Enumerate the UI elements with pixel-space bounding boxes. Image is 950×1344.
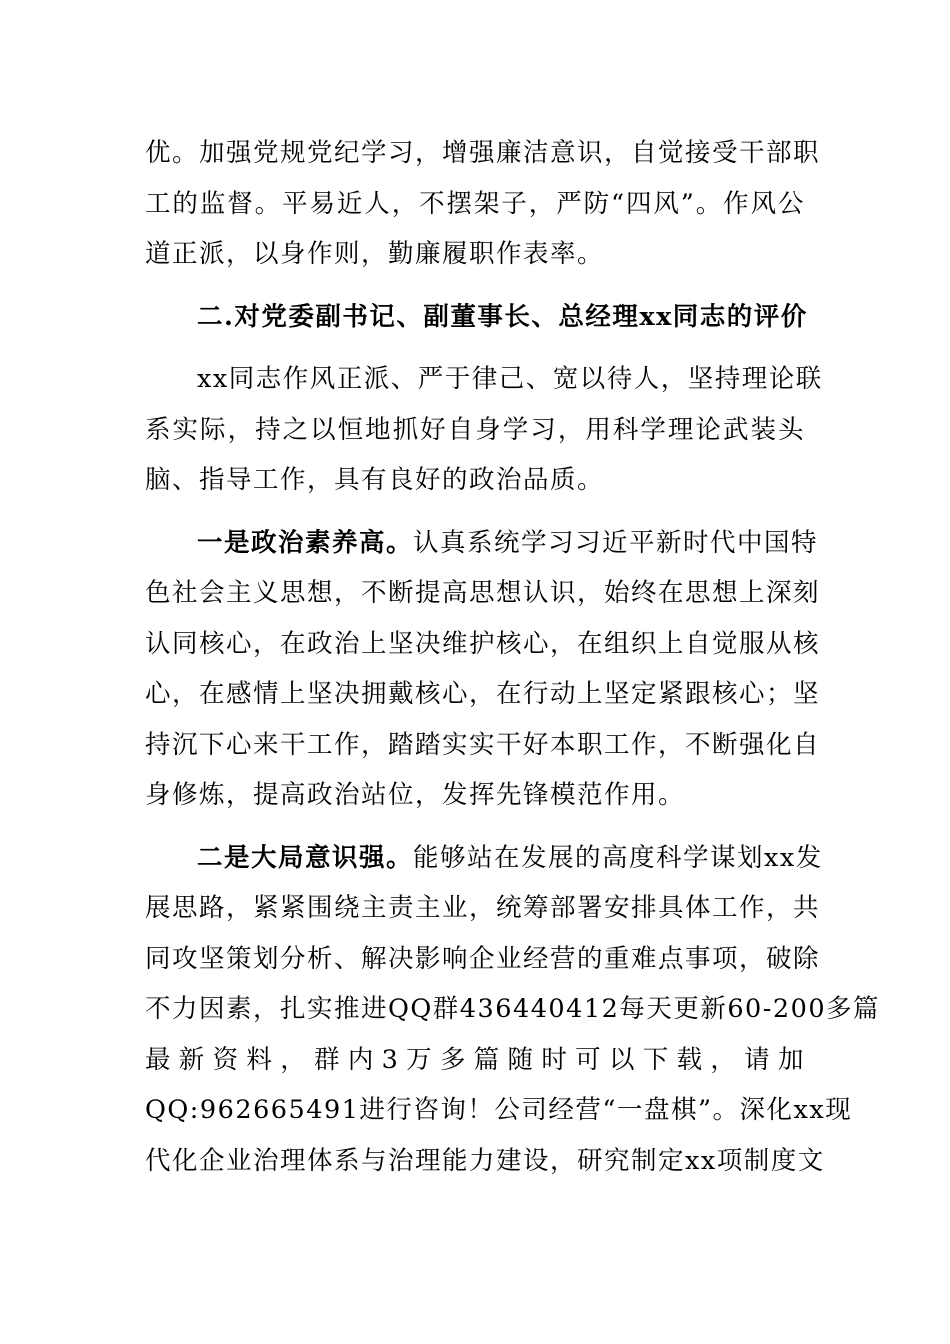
document-page — [145, 128, 881, 1186]
text-line: 脑、指导工作，具有良好的政治品质。 — [145, 465, 605, 495]
text-line: 身修炼，提高政治站位，发挥先锋模范作用。 — [145, 780, 686, 810]
text-line: 工的监督。平易近人，不摆架子，严防“四风”。作风公 — [145, 188, 805, 219]
paragraph-integrity — [145, 128, 821, 280]
section-heading: 二.对党委副书记、副董事长、总经理xx同志的评价 — [197, 301, 808, 332]
text-line: 道正派，以身作则，勤廉履职作表率。 — [145, 239, 605, 269]
text-line: 不力因素，扎实推进QQ群436440412每天更新60-200多篇 — [145, 994, 881, 1024]
text-line: 色社会主义思想，不断提高思想认识，始终在思想上深刻 — [145, 578, 821, 608]
paragraph-gap — [145, 342, 805, 354]
text-line: 展思路，紧紧围绕主责主业，统筹部署安排具体工作，共 — [145, 893, 821, 923]
text-line — [145, 833, 823, 884]
text-line: 同攻坚策划分析、解决影响企业经营的重难点事项，破除 — [145, 943, 821, 974]
paragraph-overview — [145, 354, 823, 506]
paragraph-overall-awareness — [145, 833, 881, 1187]
text-segment: 能够站在发展的高度科学谋划xx发 — [413, 842, 823, 873]
paragraph-political-quality — [145, 518, 821, 821]
text-line: 认同核心，在政治上坚决维护核心，在组织上自觉服从核 — [145, 628, 821, 659]
text-line: 最新资料，群内3万多篇随时可以下载，请加 — [145, 1044, 805, 1075]
lead-phrase: 一是政治素养高。 — [197, 527, 414, 558]
text-line: 系实际，持之以恒地抓好自身学习，用科学理论武装头 — [145, 414, 805, 445]
lead-phrase: 二是大局意识强。 — [197, 842, 414, 873]
text-line: 优。加强党规党纪学习，增强廉洁意识，自觉接受干部职 — [145, 138, 821, 168]
text-line: 持沉下心来干工作，踏踏实实干好本职工作，不断强化自 — [145, 729, 821, 760]
text-line: xx同志作风正派、严于律己、宽以待人，坚持理论联 — [197, 364, 823, 394]
text-line — [145, 518, 819, 569]
paragraph-gap — [145, 280, 805, 292]
paragraph-gap — [145, 821, 805, 833]
text-segment: 认真系统学习习近平新时代中国特 — [413, 527, 819, 558]
text-line: QQ:962665491进行咨询！公司经营“一盘棋”。深化xx现 — [145, 1095, 853, 1125]
text-line: 代化企业治理体系与治理能力建设，研究制定xx项制度文 — [145, 1145, 825, 1176]
text-line: 心，在感情上坚决拥戴核心，在行动上坚定紧跟核心；坚 — [145, 679, 821, 709]
paragraph-gap — [145, 506, 805, 518]
